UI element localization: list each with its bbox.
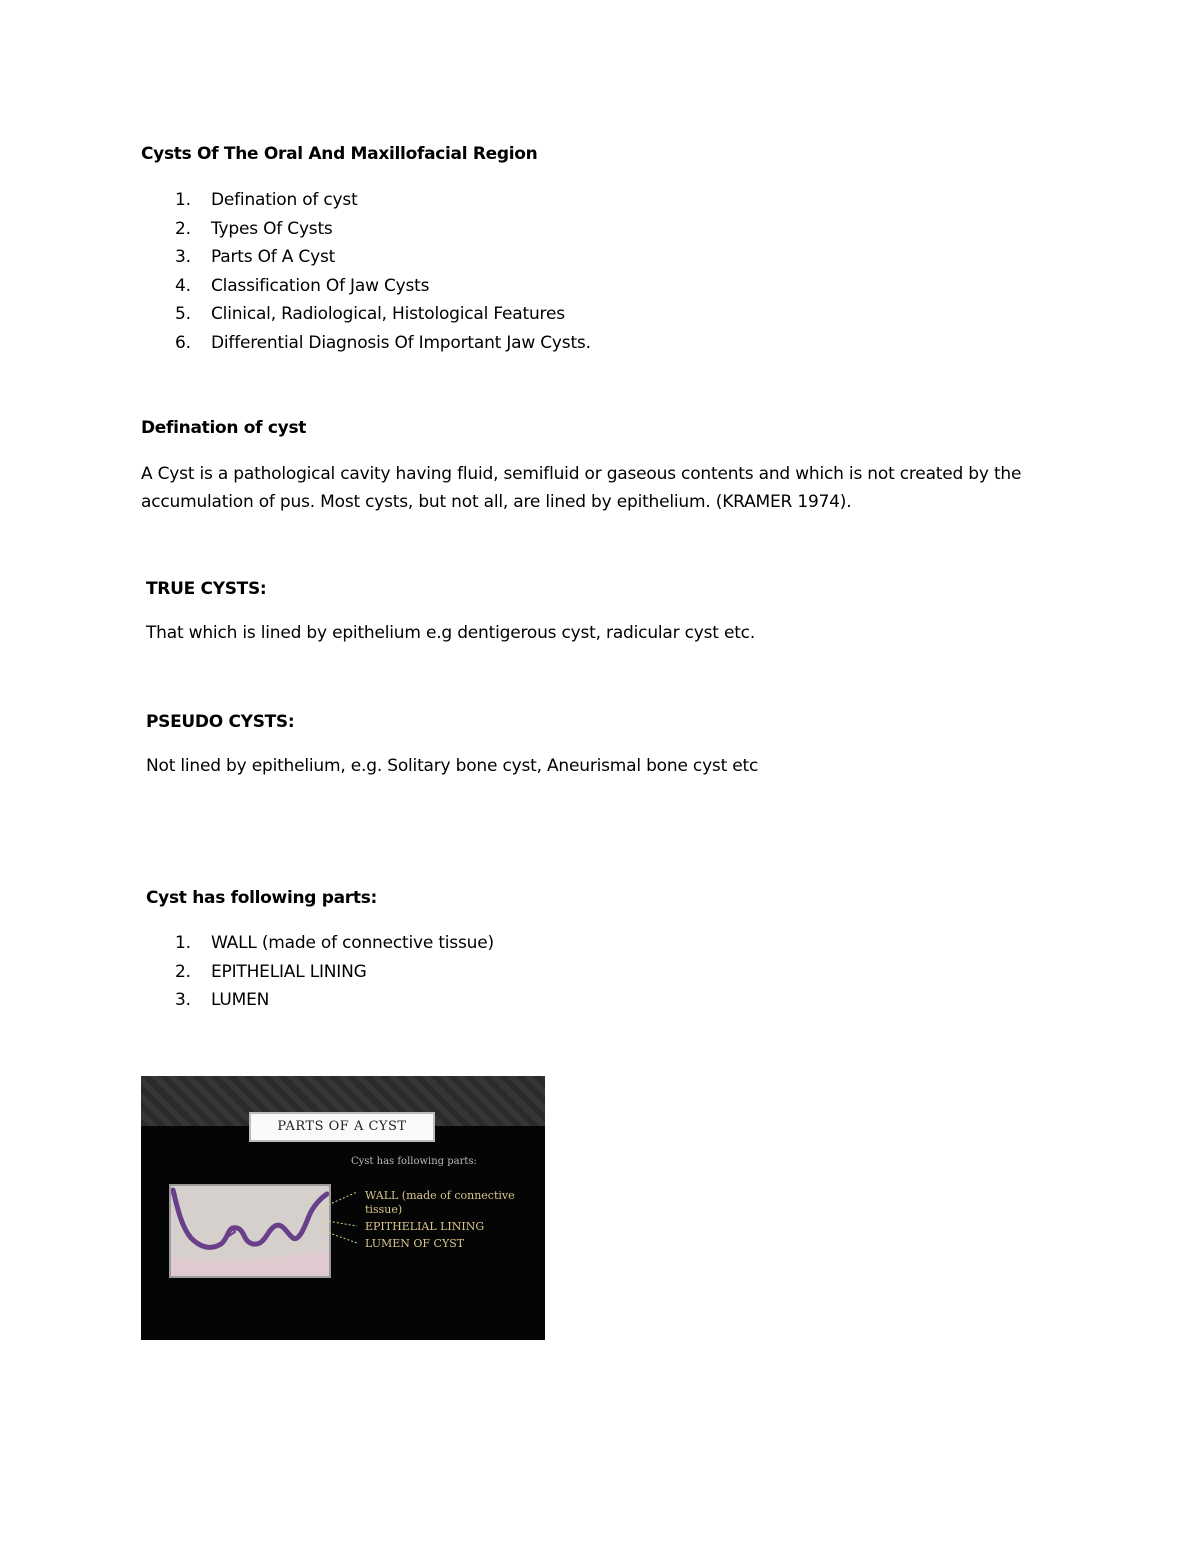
definition-line-1: A Cyst is a pathological cavity having fluid, semifluid or gaseous contents and which is not created by the [141, 464, 1022, 484]
slide-label-wall-cont: tissue) [365, 1203, 403, 1216]
parts-heading: Cyst has following parts: [146, 888, 378, 908]
list-item: 2. EPITHELIAL LINING [175, 961, 367, 982]
slide-pointer-lines [321, 1186, 361, 1256]
cyst-lining-drawing [171, 1186, 329, 1276]
slide-title: PARTS OF A CYST [249, 1112, 435, 1142]
true-cysts-text: That which is lined by epithelium e.g dentigerous cyst, radicular cyst etc. [146, 623, 756, 643]
list-item: 5. Clinical, Radiological, Histological Features [175, 304, 565, 325]
true-cysts-heading: TRUE CYSTS: [146, 579, 267, 599]
document-title: Cysts Of The Oral And Maxillofacial Region [141, 144, 538, 164]
list-item: 1. WALL (made of connective tissue) [175, 933, 494, 953]
list-item: 4. Classification Of Jaw Cysts [175, 275, 430, 296]
list-item: 6. Differential Diagnosis Of Important Jaw Cysts. [175, 332, 591, 353]
slide-label-lumen: LUMEN OF CYST [365, 1237, 465, 1250]
pseudo-cysts-heading: PSEUDO CYSTS: [146, 712, 295, 732]
slide-label-wall: WALL (made of connective [365, 1189, 515, 1202]
definition-heading: Defination of cyst [141, 418, 307, 438]
list-item: 2. Types Of Cysts [175, 218, 333, 239]
list-item: 3. Parts Of A Cyst [175, 247, 336, 268]
list-item: 1. Defination of cyst [175, 190, 358, 210]
parts-list [141, 929, 494, 1015]
pseudo-cysts-text: Not lined by epithelium, e.g. Solitary bone cyst, Aneurismal bone cyst etc [146, 756, 759, 776]
histology-micrograph [169, 1184, 331, 1278]
slide-caption: Cyst has following parts: [351, 1156, 477, 1167]
toc-list [141, 186, 591, 358]
parts-of-cyst-slide-image [141, 1076, 545, 1340]
list-item: 3. LUMEN [175, 990, 270, 1011]
slide-label-epithelial: EPITHELIAL LINING [365, 1220, 485, 1233]
definition-line-2: accumulation of pus. Most cysts, but not all, are lined by epithelium. (KRAMER 1974). [141, 492, 852, 512]
